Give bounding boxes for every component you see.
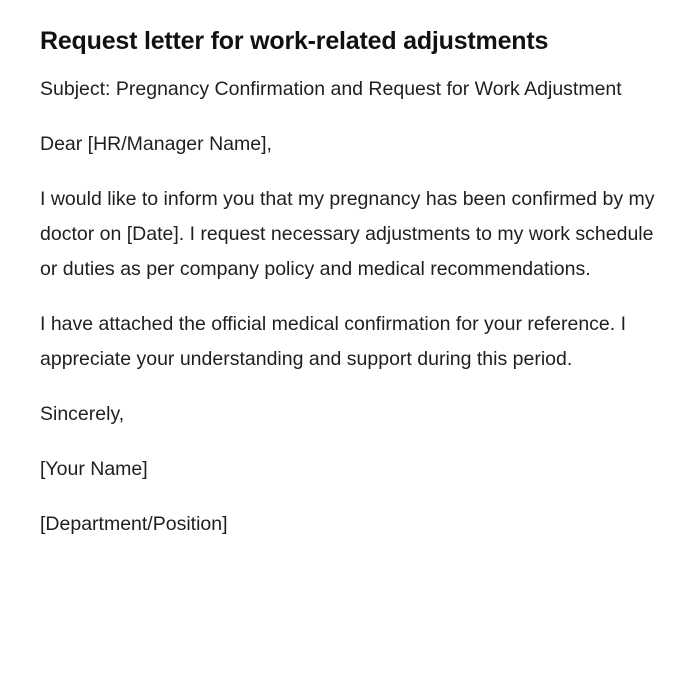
letter-position-placeholder: [Department/Position] — [40, 513, 228, 535]
letter-closing: Sincerely, — [40, 403, 125, 425]
letter-subject: Subject: Pregnancy Confirmation and Request for Work Adjustment — [40, 78, 622, 100]
letter-body-paragraph-1: I would like to inform you that my pregnancy has been confirmed by my doctor on [Date]. I request necessary adjustments to my work schedule or duties as per company policy and medical recommendations. — [40, 188, 655, 280]
letter-salutation: Dear [HR/Manager Name], — [40, 133, 272, 155]
letter-name-placeholder: [Your Name] — [40, 458, 148, 480]
letter-body-paragraph-2: I have attached the official medical confirmation for your reference. I appreciate your understanding and support during this period. — [40, 313, 627, 370]
letter-title: Request letter for work-related adjustments — [40, 27, 549, 55]
